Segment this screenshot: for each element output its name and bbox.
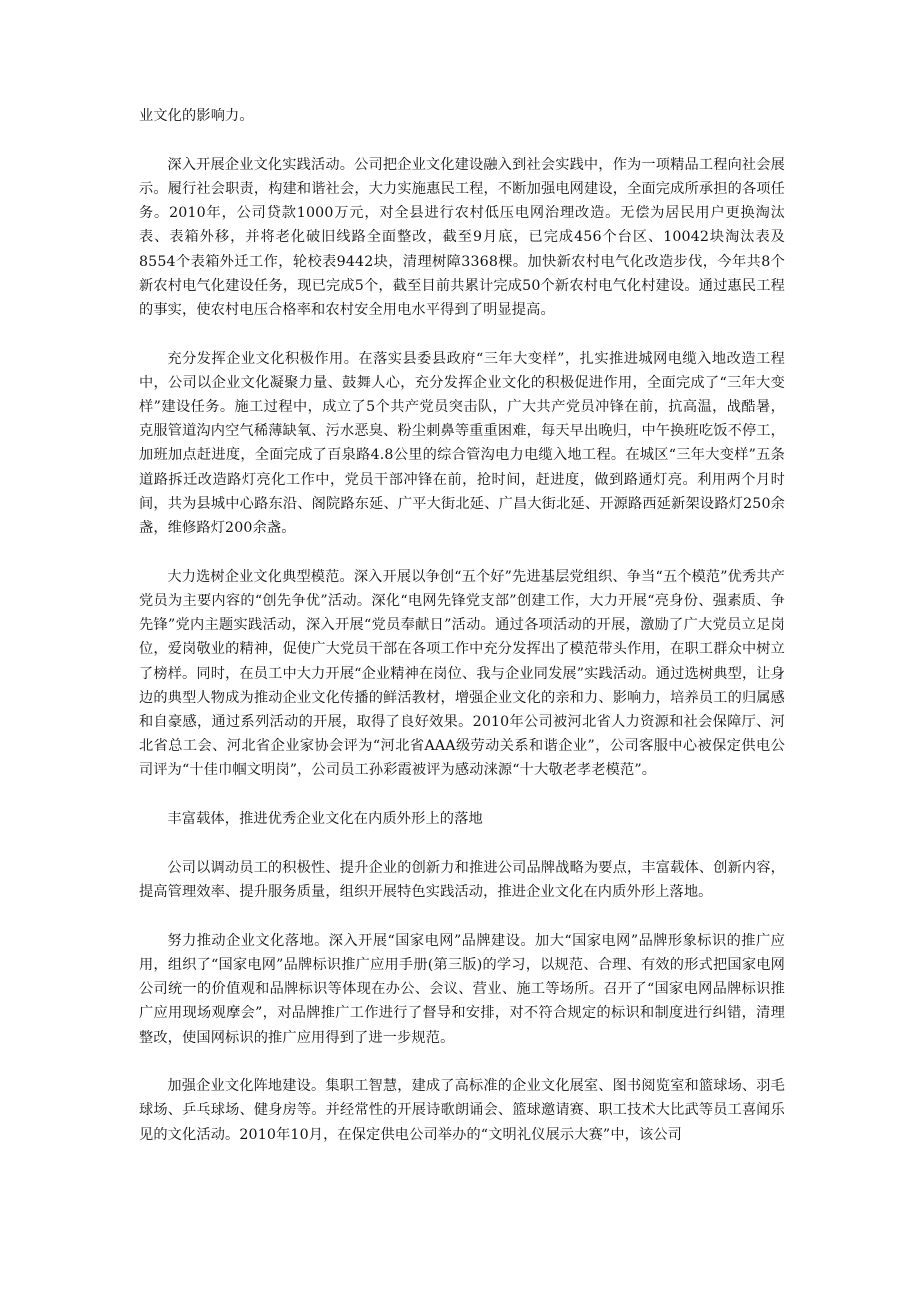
paragraph-carriers-intro: 公司以调动员工的积极性、提升企业的创新力和推进公司品牌战略为要点，丰富载体、创新内容，提高管理效率、提升服务质量，组织开展特色实践活动，推进企业文化在内质外形上落地。 [139,859,785,900]
paragraph-practice-activities: 深入开展企业文化实践活动。公司把企业文化建设融入到社会实践中，作为一项精品工程向社会展示。履行社会职责，构建和谐社会，大力实施惠民工程，不断加强电网建设，全面完成所承担的各项任务。2010年，公司贷款1000万元，对全县进行农村低压电网治理改造。无偿为居民用户更换淘汰表、表箱外移，并将老化破旧线路全面整改，截至9月底，已完成456个台区、10042块淘汰表及8554个表箱外迁工作，轮校表9442块，清理树障3368棵。加快新农村电气化改造步伐，今年共8个新农村电气化建设任务，现已完成5个，截至目前共累计完成50个新农村电气化村建设。通过惠民工程的事实，使农村电压合格率和农村安全用电水平得到了明显提高。 [139,156,785,318]
paragraph-role-models: 大力选树企业文化典型模范。深入开展以争创“五个好”先进基层党组织、争当“五个模范”优秀共产党员为主要内容的“创先争优”活动。深化“电网先锋党支部”创建工作，大力开展“亮身份、强素质、争先锋”党内主题实践活动，深入开展“党员奉献日”活动。通过各项活动的开展，激励了广大党员立足岗位，爱岗敬业的精神，促使广大党员干部在各项工作中充分发挥出了模范带头作用，在职工群众中树立了榜样。同时，在员工中大力开展“企业精神在岗位、我与企业同发展”实践活动。通过选树典型，让身边的典型人物成为推动企业文化传播的鲜活教材，增强企业文化的亲和力、影响力，培养员工的归属感和自豪感，通过系列活动的开展，取得了良好效果。2010年公司被河北省人力资源和社会保障厅、河北省总工会、河北省企业家协会评为“河北省AAA级劳动关系和谐企业”，公司客服中心被保定供电公司评为“十佳巾帼文明岗”，公司员工孙彩霞被评为感动涞源“十大敬老孝老模范”。 [139,568,785,779]
document-page [139,104,785,1147]
paragraph-brand-building: 努力推动企业文化落地。深入开展“国家电网”品牌建设。加大“国家电网”品牌形象标识的推广应用，组织了“国家电网”品牌标识推广应用手册(第三版)的学习，以规范、合理、有效的形式把国家电网公司统一的价值观和品牌标识等体现在办公、会议、营业、施工等场所。召开了“国家电网品牌标识推广应用现场观摩会”，对品牌推广工作进行了督导和安排，对不符合规定的标识和制度进行纠错，清理整改，使国网标识的推广应用得到了进一步规范。 [139,932,785,1046]
paragraph-continuation: 业文化的影响力。 [139,108,254,124]
paragraph-culture-venues: 加强企业文化阵地建设。集职工智慧，建成了高标准的企业文化展室、图书阅览室和篮球场、羽毛球场、乒乓球场、健身房等。并经常性的开展诗歌朗诵会、篮球邀请赛、职工技术大比武等员工喜闻乐见的文化活动。2010年10月，在保定供电公司举办的“文明礼仪展示大赛”中，该公司 [139,1078,785,1143]
paragraph-positive-role: 充分发挥企业文化积极作用。在落实县委县政府“三年大变样”，扎实推进城网电缆入地改造工程中，公司以企业文化凝聚力量、鼓舞人心，充分发挥企业文化的积极促进作用，全面完成了“三年大变样”建设任务。施工过程中，成立了5个共产党员突击队，广大共产党员冲锋在前，抗高温，战酷暑，克服管道沟内空气稀薄缺氧、污水恶臭、粉尘刺鼻等重重困难，每天早出晚归，中午换班吃饭不停工，加班加点赶进度，全面完成了百泉路4.8公里的综合管沟电力电缆入地工程。在城区“三年大变样”五条道路拆迁改造路灯亮化工作中，党员干部冲锋在前，抢时间，赶进度，做到路通灯亮。利用两个月时间，共为县城中心路东沿、阁院路东延、广平大街北延、广昌大街北延、开源路西延新架设路灯250余盏，维修路灯200余盏。 [139,350,785,537]
section-heading-carriers: 丰富载体，推进优秀企业文化在内质外形上的落地 [167,811,483,828]
